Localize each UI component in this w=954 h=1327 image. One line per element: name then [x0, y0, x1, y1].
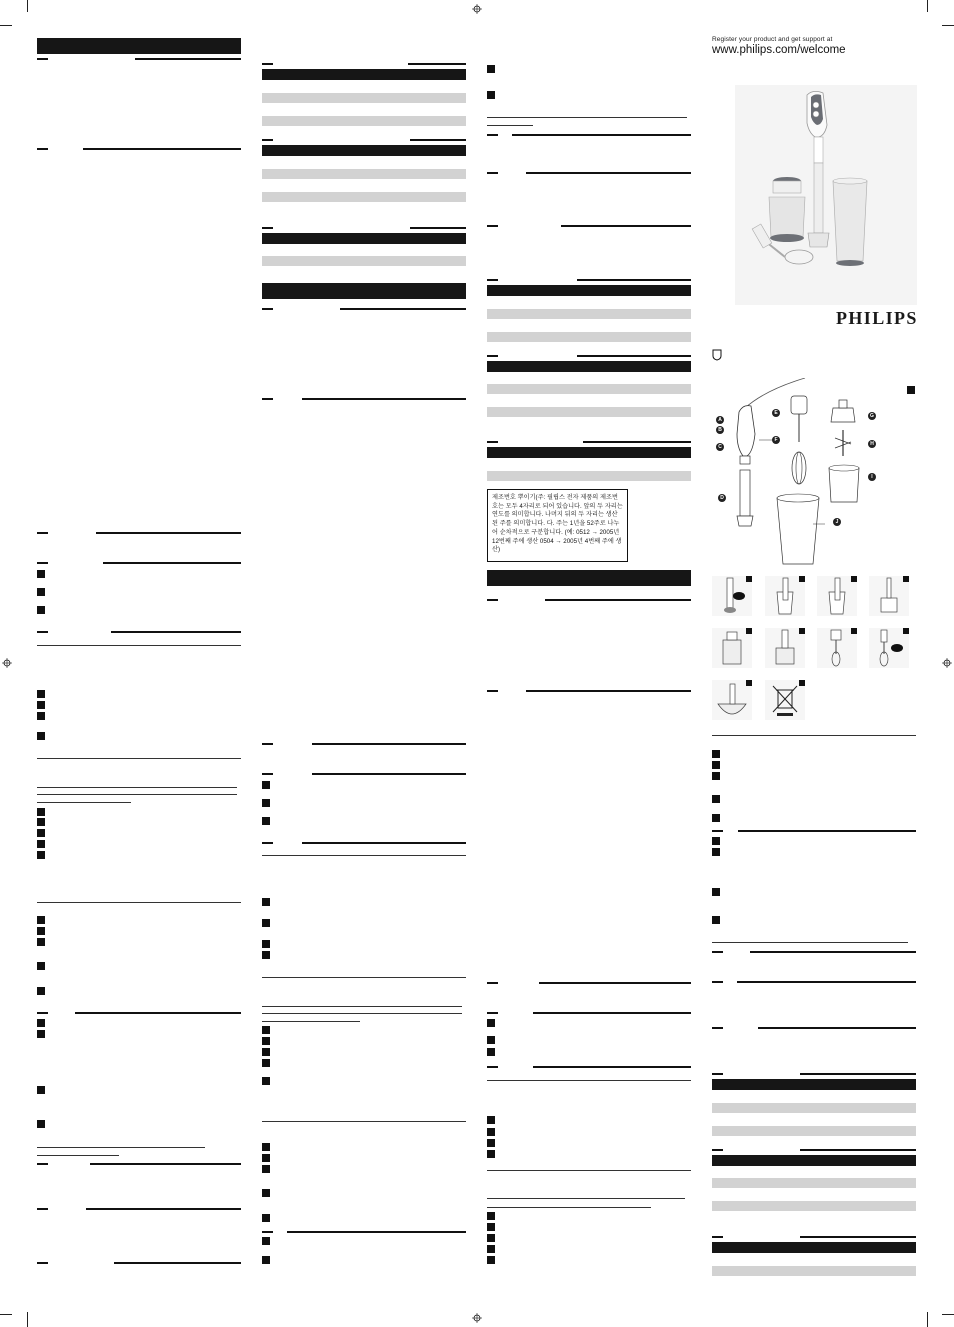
registration-mark-icon — [2, 658, 12, 668]
step-illustration — [869, 576, 909, 616]
bullet-square — [37, 808, 45, 816]
table-row-shaded — [487, 332, 691, 342]
bullet-square — [712, 916, 720, 924]
heading-marker — [37, 631, 48, 633]
heading-rule — [75, 1012, 241, 1014]
divider — [712, 735, 916, 736]
bullet-square — [487, 1116, 495, 1124]
heading-rule — [135, 58, 241, 60]
heading-rule — [302, 842, 466, 844]
step-illustration — [869, 628, 909, 668]
table-header-bar — [487, 285, 691, 296]
divider — [487, 1170, 691, 1171]
section-header-bar — [487, 570, 691, 586]
heading-rule — [302, 398, 466, 400]
divider — [487, 117, 687, 118]
bullet-square — [262, 799, 270, 807]
step-illustration — [765, 576, 805, 616]
table-header-bar — [262, 233, 466, 244]
bullet-square — [262, 1237, 270, 1245]
part-label-c: C — [716, 443, 724, 451]
part-label-b: B — [716, 426, 724, 434]
step-illustration — [712, 680, 752, 720]
bullet-square — [712, 848, 720, 856]
heading-rule — [83, 148, 241, 150]
heading-marker — [262, 1231, 273, 1233]
heading-marker — [712, 830, 723, 832]
heading-marker — [37, 148, 48, 150]
step-illustration — [712, 576, 752, 616]
crop-mark — [942, 25, 954, 26]
heading-rule — [539, 982, 691, 984]
heading-rule — [800, 1149, 916, 1151]
bullet-square — [37, 1019, 45, 1027]
support-url[interactable]: www.philips.com/welcome — [712, 44, 846, 56]
heading-rule — [738, 830, 916, 832]
heading-rule — [533, 1066, 691, 1068]
divider — [487, 1080, 691, 1081]
bullet-square — [262, 1077, 270, 1085]
heading-marker — [487, 172, 498, 174]
serial-number-note: 제조번호 뿌이기(주: 필립스 전자 제품의 제조번호는 모두 4자리로 되어 있습니다. 앞의 두 자리는 연도를 의미합니다. 나머지 뒤의 두 자리는 생산된 주를 의미합니다. 다. 주는 1년을 52주로 나누어 순차적으로 구분합니다. (예: 0512 → 2005년 12번째 주에 생산 0504 → 2005년 4번째 주에 생산) — [487, 489, 628, 562]
bullet-square — [487, 91, 495, 99]
crop-mark — [27, 1312, 28, 1327]
table-row-shaded — [712, 1178, 916, 1188]
table-header-bar — [487, 361, 691, 372]
bullet-square — [487, 1139, 495, 1147]
part-label-g: G — [868, 412, 876, 420]
heading-rule — [526, 690, 691, 692]
bullet-square — [262, 1143, 270, 1151]
step-illustration — [817, 628, 857, 668]
table-row-shaded — [712, 1103, 916, 1113]
table-row-shaded — [487, 407, 691, 417]
bullet-square — [487, 65, 495, 73]
heading-marker — [712, 951, 723, 953]
bullet-square — [37, 701, 45, 709]
bullet-square — [262, 1026, 270, 1034]
crossed-bin-icon — [765, 680, 805, 720]
bullet-square — [37, 840, 45, 848]
divider — [262, 1021, 360, 1022]
crop-mark — [27, 0, 28, 12]
heading-marker — [37, 58, 48, 60]
heading-marker — [487, 982, 498, 984]
bullet-square — [262, 1037, 270, 1045]
heading-rule — [800, 1236, 916, 1238]
heading-marker — [262, 842, 273, 844]
heading-rule — [545, 599, 691, 601]
heading-marker — [262, 773, 273, 775]
parts-diagram — [715, 378, 885, 566]
part-label-a: A — [716, 416, 724, 424]
bullet-square — [712, 795, 720, 803]
heading-rule — [410, 227, 466, 229]
philips-logo: PHILIPS — [836, 308, 918, 328]
bullet-square — [487, 1019, 495, 1027]
divider — [37, 1155, 119, 1156]
table-header-bar — [262, 69, 466, 80]
register-text: Register your product and get support at — [712, 36, 833, 43]
heading-rule — [561, 225, 691, 227]
divider — [37, 758, 241, 759]
bullet-square — [37, 987, 45, 995]
heading-rule — [758, 1027, 916, 1029]
bullet-square — [262, 781, 270, 789]
table-header-bar — [712, 1079, 916, 1090]
heading-marker — [37, 562, 48, 564]
heading-marker — [37, 1208, 48, 1210]
bullet-square — [262, 940, 270, 948]
registration-mark-icon — [472, 4, 482, 14]
heading-rule — [312, 743, 466, 745]
table-row-shaded — [487, 384, 691, 394]
heading-rule — [577, 355, 691, 357]
heading-rule — [737, 981, 916, 983]
divider — [712, 942, 908, 943]
heading-marker — [262, 63, 273, 65]
bullet-square — [487, 1150, 495, 1158]
heading-marker — [712, 1149, 723, 1151]
heading-marker — [262, 743, 273, 745]
heading-rule — [583, 441, 691, 443]
divider — [37, 645, 241, 646]
bullet-square — [37, 818, 45, 826]
bullet-square — [262, 1214, 270, 1222]
bullet-square — [487, 1256, 495, 1264]
language-marker — [907, 386, 915, 394]
heading-marker — [487, 134, 498, 136]
bullet-square — [262, 1048, 270, 1056]
bullet-square — [487, 1234, 495, 1242]
heading-marker — [262, 308, 273, 310]
heading-rule — [526, 172, 691, 174]
heading-marker — [37, 1262, 48, 1264]
heading-rule — [340, 308, 466, 310]
bullet-square — [712, 837, 720, 845]
table-row-shaded — [262, 256, 466, 266]
bullet-square — [37, 606, 45, 614]
heading-rule — [114, 1262, 241, 1264]
product-photo — [735, 85, 917, 305]
bullet-square — [712, 750, 720, 758]
divider — [262, 1013, 462, 1014]
heading-marker — [487, 690, 498, 692]
heading-marker — [712, 981, 723, 983]
crop-mark — [0, 25, 12, 26]
divider — [487, 125, 533, 126]
crop-mark — [0, 1314, 12, 1315]
heading-marker — [262, 227, 273, 229]
heading-rule — [90, 1163, 241, 1165]
part-label-i: I — [868, 473, 876, 481]
heading-rule — [577, 279, 691, 281]
divider — [37, 787, 237, 788]
table-row-shaded — [262, 192, 466, 202]
table-row-shaded — [487, 309, 691, 319]
heading-marker — [487, 1012, 498, 1014]
bullet-square — [262, 898, 270, 906]
part-label-j: J — [833, 518, 841, 526]
heading-marker — [37, 1163, 48, 1165]
step-illustration — [817, 576, 857, 616]
heading-marker — [487, 355, 498, 357]
section-header-bar — [37, 38, 241, 54]
heading-marker — [487, 1066, 498, 1068]
heading-rule — [312, 773, 466, 775]
heading-rule — [103, 562, 241, 564]
heading-marker — [487, 225, 498, 227]
heading-rule — [512, 134, 691, 136]
table-header-bar — [487, 447, 691, 458]
bullet-square — [262, 1165, 270, 1173]
crop-mark — [927, 0, 928, 12]
step-illustration — [765, 628, 805, 668]
heading-rule — [111, 631, 241, 633]
divider — [262, 1121, 466, 1122]
heading-marker — [487, 441, 498, 443]
step-illustration — [712, 628, 752, 668]
divider — [262, 1006, 462, 1007]
recycle-bin-figure — [765, 680, 805, 720]
crop-mark — [942, 1314, 954, 1315]
table-row-shaded — [262, 116, 466, 126]
heading-marker — [262, 398, 273, 400]
heading-rule — [750, 951, 916, 953]
divider — [37, 1147, 205, 1148]
bullet-square — [487, 1036, 495, 1044]
divider — [262, 977, 466, 978]
philips-shield-icon — [712, 349, 722, 361]
bullet-square — [712, 772, 720, 780]
table-row-shaded — [262, 93, 466, 103]
part-label-d: D — [718, 494, 726, 502]
heading-marker — [712, 1236, 723, 1238]
bullet-square — [262, 1154, 270, 1162]
heading-marker — [37, 1012, 48, 1014]
table-header-bar — [262, 145, 466, 156]
heading-rule — [287, 1231, 466, 1233]
table-row-shaded — [712, 1126, 916, 1136]
heading-marker — [37, 532, 48, 534]
bullet-square — [37, 851, 45, 859]
bullet-square — [37, 570, 45, 578]
heading-rule — [408, 63, 466, 65]
divider — [37, 794, 237, 795]
crop-mark — [927, 1312, 928, 1327]
bullet-square — [487, 1223, 495, 1231]
heading-marker — [262, 139, 273, 141]
heading-rule — [533, 1012, 691, 1014]
divider — [37, 802, 131, 803]
bullet-square — [37, 690, 45, 698]
bullet-square — [37, 1030, 45, 1038]
bullet-square — [262, 951, 270, 959]
registration-mark-icon — [472, 1313, 482, 1323]
heading-rule — [800, 1073, 916, 1075]
bullet-square — [487, 1048, 495, 1056]
bullet-square — [712, 888, 720, 896]
bullet-square — [487, 1245, 495, 1253]
table-row-shaded — [487, 471, 691, 481]
bullet-square — [37, 1120, 45, 1128]
bullet-square — [487, 1212, 495, 1220]
bullet-square — [37, 588, 45, 596]
heading-marker — [487, 599, 498, 601]
table-row-shaded — [712, 1201, 916, 1211]
table-row-shaded — [712, 1266, 916, 1276]
bullet-square — [487, 1128, 495, 1136]
bullet-square — [37, 962, 45, 970]
divider — [262, 855, 466, 856]
section-header-bar — [262, 283, 466, 299]
heading-marker — [712, 1027, 723, 1029]
bullet-square — [37, 916, 45, 924]
bullet-square — [37, 732, 45, 740]
bullet-square — [262, 817, 270, 825]
bullet-square — [262, 919, 270, 927]
heading-marker — [487, 279, 498, 281]
heading-marker — [712, 1073, 723, 1075]
table-row-shaded — [262, 169, 466, 179]
divider — [487, 1198, 685, 1199]
table-header-bar — [712, 1242, 916, 1253]
table-header-bar — [712, 1155, 916, 1166]
divider — [487, 1207, 651, 1208]
bullet-square — [262, 1059, 270, 1067]
part-label-e: E — [772, 409, 780, 417]
registration-mark-icon — [942, 658, 952, 668]
bullet-square — [712, 814, 720, 822]
heading-rule — [410, 139, 466, 141]
divider — [37, 902, 241, 903]
part-label-f: F — [772, 436, 780, 444]
bullet-square — [37, 712, 45, 720]
bullet-square — [37, 1086, 45, 1094]
bullet-square — [37, 938, 45, 946]
bullet-square — [37, 927, 45, 935]
bullet-square — [712, 761, 720, 769]
bullet-square — [262, 1189, 270, 1197]
bullet-square — [262, 1256, 270, 1264]
part-label-h: H — [868, 440, 876, 448]
bullet-square — [37, 829, 45, 837]
heading-rule — [86, 1208, 241, 1210]
heading-rule — [96, 532, 241, 534]
